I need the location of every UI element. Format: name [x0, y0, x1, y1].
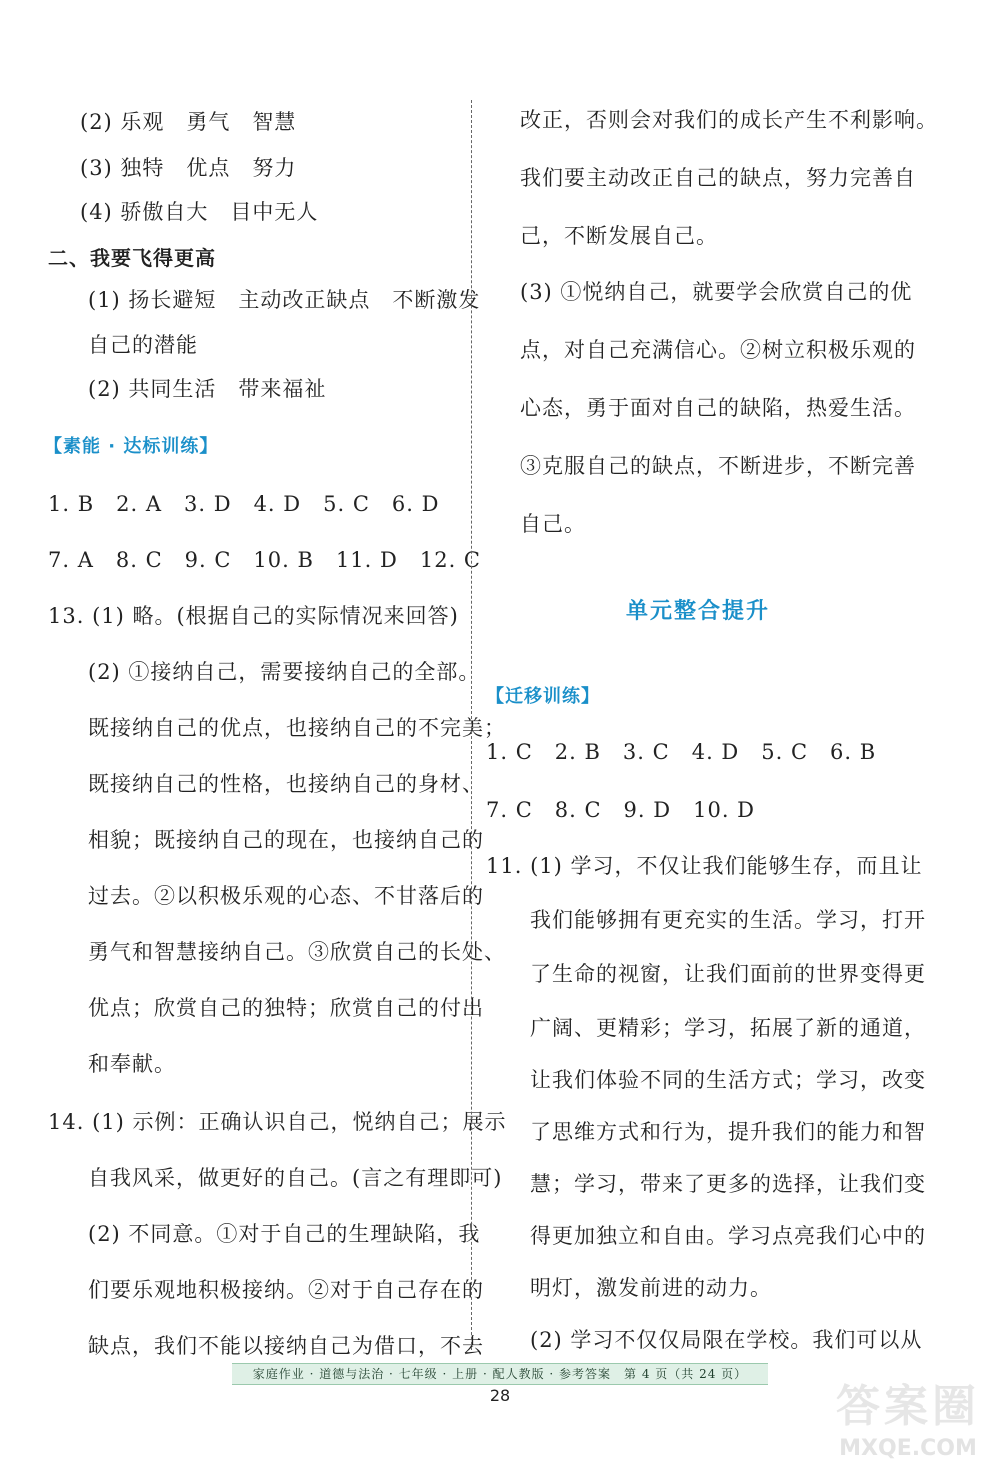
- footer-bar: 家庭作业 · 道德与法治 · 七年级 · 上册 · 配人教版 · 参考答案 第 4 页（共 24 页）: [232, 1363, 768, 1385]
- answer-line: 我们要主动改正自己的缺点，努力完善自: [520, 166, 916, 190]
- answer-line: 自己。: [520, 512, 586, 536]
- answer-line: (3) 独特 优点 努力: [80, 156, 297, 180]
- answer-line: 11. (1) 学习，不仅让我们能够生存，而且让: [486, 854, 923, 878]
- answer-line: 13. (1) 略。(根据自己的实际情况来回答): [48, 604, 459, 628]
- answer-line: (2) 学习不仅仅局限在学校。我们可以从: [530, 1328, 923, 1352]
- answer-line: (4) 骄傲自大 目中无人: [80, 200, 319, 224]
- section-label: 【素能 · 达标训练】: [44, 436, 219, 457]
- answer-line: 过去。②以积极乐观的心态、不甘落后的: [88, 884, 484, 908]
- answer-line: 慧；学习，带来了更多的选择，让我们变: [530, 1172, 926, 1196]
- answer-line: 心态，勇于面对自己的缺陷，热爱生活。: [520, 396, 916, 420]
- answer-line: 广阔、更精彩；学习，拓展了新的通道，: [530, 1016, 926, 1040]
- page-number: 28: [489, 1386, 511, 1405]
- answer-line: 让我们体验不同的生活方式；学习，改变: [530, 1068, 926, 1092]
- watermark: [828, 1378, 988, 1464]
- answer-line: (2) 共同生活 带来福祉: [88, 377, 327, 401]
- answer-line: (2) ①接纳自己，需要接纳自己的全部。: [88, 660, 481, 684]
- answer-line: ③克服自己的缺点，不断进步，不断完善: [520, 454, 916, 478]
- column-divider: [471, 100, 472, 1350]
- answer-line: 了生命的视窗，让我们面前的世界变得更: [530, 962, 926, 986]
- answer-line: 7. A 8. C 9. C 10. B 11. D 12. C: [48, 548, 481, 572]
- answer-line: 点，对自己充满信心。②树立积极乐观的: [520, 338, 916, 362]
- answer-line: (1) 扬长避短 主动改正缺点 不断激发: [88, 288, 481, 312]
- answer-line: 明灯，激发前进的动力。: [530, 1276, 772, 1300]
- answer-line: 自己的潜能: [88, 333, 198, 357]
- answer-line: 14. (1) 示例：正确认识自己，悦纳自己；展示: [48, 1110, 507, 1134]
- answer-line: 相貌；既接纳自己的现在，也接纳自己的: [88, 828, 484, 852]
- section-label: 【迁移训练】: [486, 686, 600, 707]
- answer-line: 我们能够拥有更充实的生活。学习，打开: [530, 908, 926, 932]
- watermark-url: MXQE.COM: [839, 1436, 977, 1461]
- answer-line: 勇气和智慧接纳自己。③欣赏自己的长处、: [88, 940, 506, 964]
- answer-line: 改正，否则会对我们的成长产生不利影响。: [520, 108, 938, 132]
- answer-line: 和奉献。: [88, 1052, 176, 1076]
- answer-line: 得更加独立和自由。学习点亮我们心中的: [530, 1224, 926, 1248]
- answer-line: 优点；欣赏自己的独特；欣赏自己的付出: [88, 996, 484, 1020]
- answer-line: 了思维方式和行为，提升我们的能力和智: [530, 1120, 926, 1144]
- answer-line: 7. C 8. C 9. D 10. D: [486, 798, 756, 822]
- section-heading: 二、我要飞得更高: [48, 246, 216, 270]
- watermark-logo: 答案圈: [836, 1381, 980, 1432]
- answer-line: 自我风采，做更好的自己。(言之有理即可): [88, 1166, 503, 1190]
- answer-line: 缺点，我们不能以接纳自己为借口，不去: [88, 1334, 484, 1358]
- answer-line: (2) 乐观 勇气 智慧: [80, 110, 297, 134]
- answer-line: 1. B 2. A 3. D 4. D 5. C 6. D: [48, 492, 440, 516]
- answer-line: (3) ①悦纳自己，就要学会欣赏自己的优: [520, 280, 913, 304]
- answer-line: 1. C 2. B 3. C 4. D 5. C 6. B: [486, 740, 877, 764]
- answer-line: 己，不断发展自己。: [520, 224, 718, 248]
- answer-line: 们要乐观地积极接纳。②对于自己存在的: [88, 1278, 484, 1302]
- answer-line: (2) 不同意。①对于自己的生理缺陷，我: [88, 1222, 481, 1246]
- unit-title: 单元整合提升: [626, 599, 771, 624]
- answer-line: 既接纳自己的性格，也接纳自己的身材、: [88, 772, 484, 796]
- answer-line: 既接纳自己的优点，也接纳自己的不完美；: [88, 716, 506, 740]
